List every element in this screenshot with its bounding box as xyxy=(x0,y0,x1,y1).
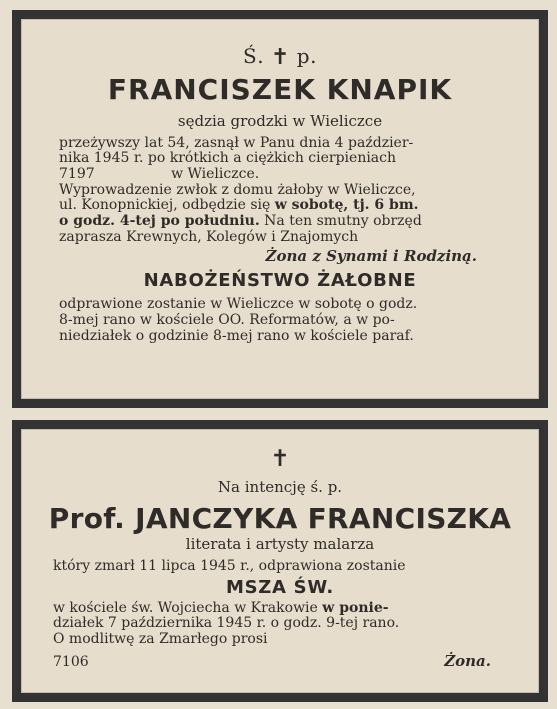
funeral-line-1: odprawione zostanie w Wieliczce w sobotę o godz. xyxy=(59,296,418,313)
notice-code-bottom: 7106 xyxy=(53,653,89,670)
funeral-time: o godz. 4-tej po południu. xyxy=(59,213,260,230)
top-signature: Żona z Synami i Rodziną. xyxy=(265,247,477,266)
funeral-date: w sobotę, tj. 6 bm. xyxy=(274,197,419,214)
mass-date-start: w ponie- xyxy=(322,599,389,616)
mass-text xyxy=(39,601,521,648)
obituary-line-7: zaprasza Krewnych, Kolegów i Znajomych xyxy=(59,228,359,245)
funeral-service-title: NABOŻEŃSTWO ŻAŁOBNE xyxy=(143,270,417,292)
memorial-name: Prof. JANCZYKA FRANCISZKA xyxy=(48,501,512,535)
mass-place: w kościele św. Wojciecha w Krakowie xyxy=(53,599,323,616)
memorial-line-1: który zmarł 11 lipca 1945 r., odprawiona zostanie xyxy=(53,557,406,574)
mass-line-1 xyxy=(53,601,521,617)
obituary-place: w Wieliczce. xyxy=(171,166,260,183)
funeral-service-text xyxy=(39,297,521,344)
obituary-notice-top xyxy=(12,10,548,408)
obituary-line-1: przeżywszy lat 54, zasnął w Panu dnia 4 paździer- xyxy=(59,134,414,151)
mass-line-3: O modlitwę za Zmarłego prosi xyxy=(53,630,268,647)
deceased-suffix: p. xyxy=(296,44,317,68)
cross-icon: ✝ xyxy=(270,45,290,70)
obituary-line-6 xyxy=(59,214,521,230)
obituary-text xyxy=(39,136,521,246)
memorial-text xyxy=(39,559,521,575)
memorial-subtitle: literata i artysty malarza xyxy=(185,534,375,553)
notice-code-top: 7197 xyxy=(59,166,95,183)
obituary-line-3 xyxy=(59,167,521,183)
funeral-line-3: niedziałek o godzinie 8-mej rano w kościele paraf. xyxy=(59,327,414,344)
funeral-line-2: 8-mej rano w kościele OO. Reformatów, a w po- xyxy=(59,312,395,329)
mass-line-2: działek 7 października 1945 r. o godz. 9-tej rano. xyxy=(53,615,400,632)
cross-icon-bottom: ✝ xyxy=(270,446,290,472)
obituary-line-2: nika 1945 r. po krótkich a ciężkich cierpieniach xyxy=(59,150,397,167)
deceased-name: FRANCISZEK KNAPIK xyxy=(107,72,453,106)
deceased-title: sędzia grodzki w Wieliczce xyxy=(177,111,383,130)
memorial-mass-notice xyxy=(12,420,548,702)
bottom-signature: Żona. xyxy=(444,651,491,670)
obituary-line-4: Wyprowadzenie zwłok z domu żałoby w Wieliczce, xyxy=(59,181,416,198)
deceased-marker xyxy=(39,45,521,71)
memorial-footer xyxy=(39,652,521,670)
intention-line: Na intencję ś. p. xyxy=(217,477,343,496)
obituary-address: ul. Konopnickiej, odbędzie się xyxy=(59,197,275,214)
ceremony-text: Na ten smutny obrzęd xyxy=(259,213,422,230)
obituary-line-5 xyxy=(59,198,521,214)
deceased-prefix: Ś. xyxy=(243,44,265,68)
mass-title: MSZA ŚW. xyxy=(226,577,334,599)
